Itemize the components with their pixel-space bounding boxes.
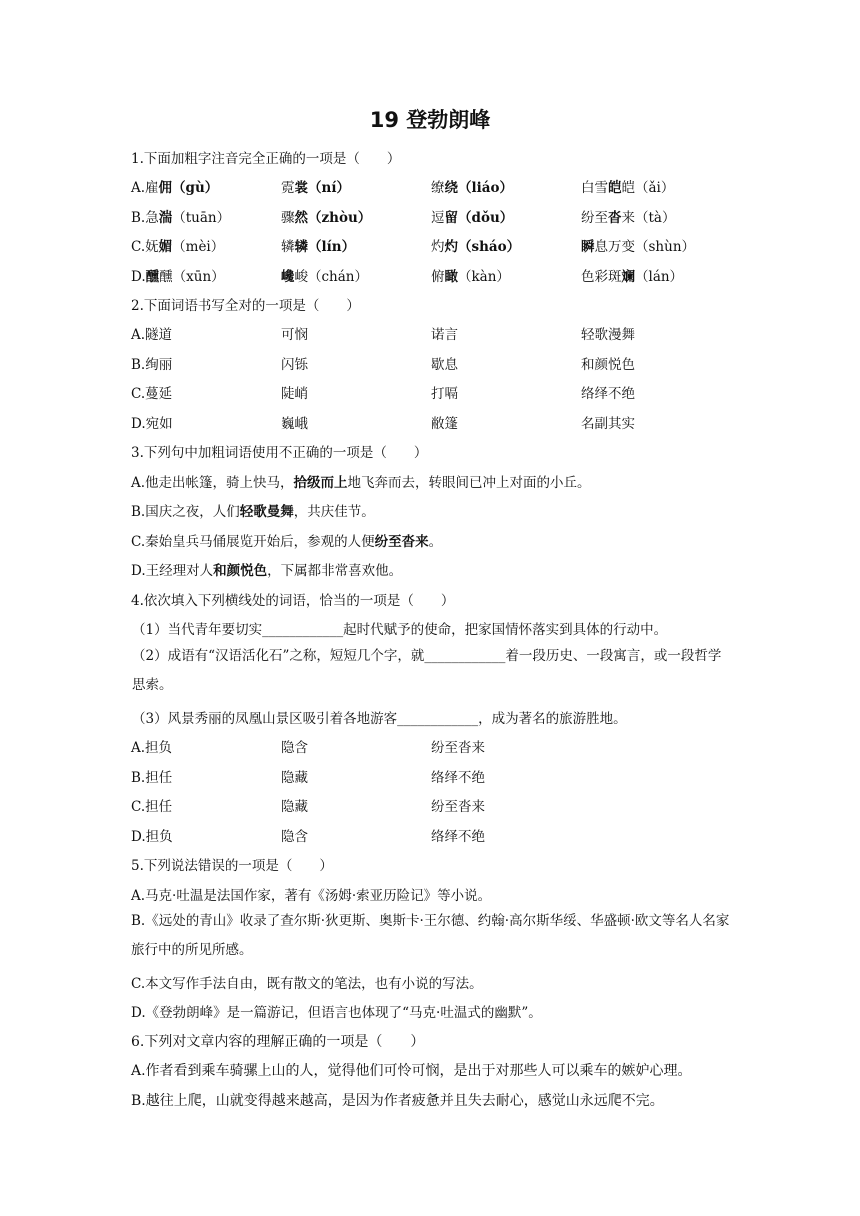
question-5-option-c: C.本文写作手法自由，既有散文的笔法，也有小说的写法。 bbox=[131, 976, 483, 992]
question-4-row-4-cell-3: 络绎不绝 bbox=[431, 829, 485, 845]
question-6-option-a: A.作者看到乘车骑骡上山的人，觉得他们可怜可悯，是出于对那些人可以乘车的嫉妒心理。 bbox=[131, 1063, 692, 1079]
question-4-sentence-3: （3）风景秀丽的凤凰山景区吸引着各地游客____________，成为著名的旅游胜地。 bbox=[132, 711, 627, 727]
question-5-option-d: D.《登勃朗峰》是一篇游记，但语言也体现了“马克·吐温式的幽默”。 bbox=[131, 1005, 542, 1021]
question-1-option-c-item-3: 灼灼（sháo） bbox=[431, 239, 521, 255]
question-5-option-b: B.《远处的青山》收录了查尔斯·狄更斯、奥斯卡·王尔德、约翰·高尔斯华绥、华盛顿·欧文等名人名家旅行中的所见所感。 bbox=[131, 913, 730, 958]
page-title: 19 登勃朗峰 bbox=[369, 108, 491, 132]
question-1-option-c-item-4: 瞬息万变（shùn） bbox=[581, 239, 696, 255]
question-2-row-1-cell-3: 诺言 bbox=[431, 327, 458, 343]
question-5-stem: 5.下列说法错误的一项是（ ） bbox=[131, 858, 333, 874]
question-2-row-1-cell-2: 可悯 bbox=[281, 327, 308, 343]
question-1-stem: 1.下面加粗字注音完全正确的一项是（ ） bbox=[131, 151, 401, 167]
question-4-row-2-cell-2: 隐藏 bbox=[281, 770, 308, 786]
question-4-sentence-1: （1）当代青年要切实____________起时代赋予的使命，把家国情怀落实到具体的行动中。 bbox=[132, 622, 668, 638]
question-2-row-1-cell-1: A.隧道 bbox=[131, 327, 173, 343]
question-6-option-b: B.越往上爬，山就变得越来越高，是因为作者疲惫并且失去耐心，感觉山永远爬不完。 bbox=[131, 1093, 664, 1109]
question-2-row-2-cell-4: 和颜悦色 bbox=[581, 357, 635, 373]
question-1-option-b-item-1: B.急湍（tuān） bbox=[131, 210, 231, 226]
question-3-option-c: C.秦始皇兵马俑展览开始后，参观的人便纷至沓来。 bbox=[131, 534, 443, 550]
question-4-row-1-cell-2: 隐含 bbox=[281, 740, 308, 756]
question-1-option-a-item-3: 缭绕（liáo） bbox=[431, 180, 514, 196]
question-1-option-c-item-1: C.妩媚（mèi） bbox=[131, 239, 225, 255]
question-5-option-a: A.马克·吐温是法国作家，著有《汤姆·索亚历险记》等小说。 bbox=[131, 888, 492, 904]
question-2-row-3-cell-1: C.蔓延 bbox=[131, 386, 173, 402]
question-2-row-4-cell-4: 名副其实 bbox=[581, 416, 635, 432]
question-2-row-3-cell-2: 陡峭 bbox=[281, 386, 308, 402]
question-4-row-4-cell-1: D.担负 bbox=[131, 829, 173, 845]
question-1-option-b-item-4: 纷至沓来（tà） bbox=[581, 210, 676, 226]
question-1-option-d-item-1: D.醺醺（xūn） bbox=[131, 269, 225, 285]
question-4-row-4-cell-2: 隐含 bbox=[281, 829, 308, 845]
question-2-row-3-cell-4: 络绎不绝 bbox=[581, 386, 635, 402]
question-4-row-1-cell-1: A.担负 bbox=[131, 740, 173, 756]
question-4-row-2-cell-1: B.担任 bbox=[131, 770, 173, 786]
question-1-option-b-item-3: 逗留（dǒu） bbox=[431, 210, 514, 226]
question-2-row-1-cell-4: 轻歌漫舞 bbox=[581, 327, 635, 343]
question-2-row-4-cell-3: 敝篷 bbox=[431, 416, 458, 432]
question-2-stem: 2.下面词语书写全对的一项是（ ） bbox=[131, 298, 360, 314]
question-1-option-d-item-2: 巉峻（chán） bbox=[281, 269, 368, 285]
question-4-sentence-2: （2）成语有“汉语活化石”之称，短短几个字，就____________着一段历史、一段寓言，或一段哲学思索。 bbox=[132, 648, 722, 693]
question-1-option-a-item-2: 霓裳（ní） bbox=[281, 180, 350, 196]
question-2-row-2-cell-3: 歇息 bbox=[431, 357, 458, 373]
question-1-option-d-item-3: 俯瞰（kàn） bbox=[431, 269, 510, 285]
question-6-stem: 6.下列对文章内容的理解正确的一项是（ ） bbox=[131, 1034, 425, 1050]
question-4-row-2-cell-3: 络绎不绝 bbox=[431, 770, 485, 786]
question-2-row-3-cell-3: 打嗝 bbox=[431, 386, 458, 402]
question-4-stem: 4.依次填入下列横线处的词语，恰当的一项是（ ） bbox=[131, 593, 455, 609]
question-4-row-3-cell-2: 隐藏 bbox=[281, 799, 308, 815]
question-2-row-4-cell-2: 巍峨 bbox=[281, 416, 308, 432]
question-1-option-b-item-2: 骤然（zhòu） bbox=[281, 210, 372, 226]
question-4-row-3-cell-1: C.担任 bbox=[131, 799, 173, 815]
question-3-option-d: D.王经理对人和颜悦色，下属都非常喜欢他。 bbox=[131, 563, 403, 579]
question-1-option-d-item-4: 色彩斑斓（lán） bbox=[581, 269, 684, 285]
question-1-option-a-item-4: 白雪皑皑（ǎi） bbox=[581, 180, 675, 196]
question-2-row-4-cell-1: D.宛如 bbox=[131, 416, 173, 432]
question-3-stem: 3.下列句中加粗词语使用不正确的一项是（ ） bbox=[131, 445, 428, 461]
question-4-row-1-cell-3: 纷至沓来 bbox=[431, 740, 485, 756]
question-1-option-c-item-2: 辚辚（lín） bbox=[281, 239, 356, 255]
question-2-row-2-cell-1: B.绚丽 bbox=[131, 357, 173, 373]
question-4-row-3-cell-3: 纷至沓来 bbox=[431, 799, 485, 815]
question-1-option-a-item-1: A.雇佣（gù） bbox=[131, 180, 219, 196]
question-3-option-a: A.他走出帐篷，骑上快马，拾级而上地飞奔而去，转眼间已冲上对面的小丘。 bbox=[131, 475, 591, 491]
question-3-option-b: B.国庆之夜，人们轻歌曼舞，共庆佳节。 bbox=[131, 504, 375, 520]
question-2-row-2-cell-2: 闪铄 bbox=[281, 357, 308, 373]
